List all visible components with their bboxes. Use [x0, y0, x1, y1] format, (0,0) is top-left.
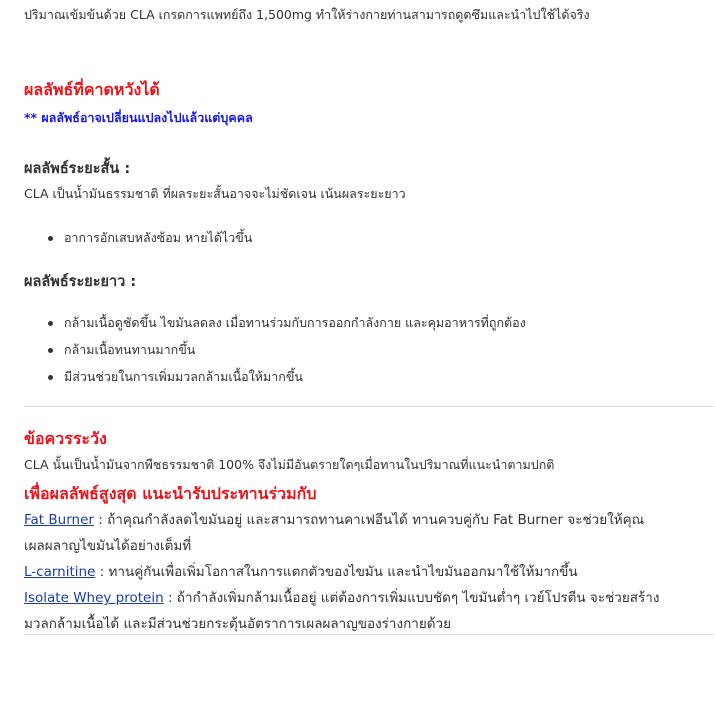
results-vary-note: ** ผลลัพธ์อาจเปลี่ยนแปลงไปแล้วแต่บุคคล: [24, 110, 253, 125]
short-term-list: [24, 229, 252, 247]
list-item: [24, 229, 252, 247]
bullet-icon: [48, 375, 53, 380]
bullet-icon: [48, 236, 53, 241]
section-divider: [24, 406, 714, 407]
list-item: [24, 368, 526, 386]
combo-item-text-continued: เผลผลาญไขมันได้อย่างเต็มที่: [24, 538, 192, 554]
combo-item-isolate-whey: [24, 585, 714, 637]
list-item-text: กล้ามเนื้อดูชัดขึ้น ไขมันลดลง เมื่อทานร่วมกับการออกกำลังกาย และคุมอาหารที่ถูกต้อง: [64, 315, 526, 330]
combo-heading: เพื่อผลลัพธ์สูงสุด แนะนำรับประทานร่วมกับ: [24, 484, 317, 503]
long-term-heading: ผลลัพธ์ระยะยาว :: [24, 274, 137, 290]
list-item-text: มีส่วนช่วยในการเพิ่มมวลกล้ามเนื้อให้มากขึ้น: [64, 369, 303, 384]
short-term-heading: ผลลัพธ์ระยะสั้น :: [24, 161, 131, 177]
section-divider: [24, 634, 714, 635]
caution-text: CLA นั้นเป็นน้ำมันจากพืชธรรมชาติ 100% จึงไม่มีอันตรายใดๆเมื่อทานในปริมาณที่แนะนำตามปกติ: [24, 457, 555, 472]
short-term-description: CLA เป็นน้ำมันธรรมชาติ ที่ผลระยะสั้นอาจจะไม่ชัดเจน เน้นผลระยะยาว: [24, 186, 406, 201]
combo-item-text: : ทานคู่กันเพื่อเพิ่มโอกาสในการแตกตัวของไขมัน และนำไขมันออกมาใช้ให้มากขึ้น: [95, 564, 578, 580]
expected-results-heading: ผลลัพธ์ที่คาดหวังได้: [24, 80, 160, 99]
list-item-text: อาการอักเสบหลังซ้อม หายได้ไวขึ้น: [64, 230, 253, 245]
combo-item-text: : ถ้ากำลังเพิ่มกล้ามเนื้ออยู่ แต่ต้องการเพิ่มแบบชัดๆ ไขมันต่ำๆ เวย์โปรตีน จะช่วยสร้าง: [163, 590, 660, 606]
l-carnitine-link[interactable]: L-carnitine: [24, 564, 96, 580]
caution-heading: ข้อควรระวัง: [24, 429, 107, 448]
combo-item-l-carnitine: [24, 559, 714, 585]
long-term-list: [24, 314, 526, 386]
isolate-whey-protein-link[interactable]: Isolate Whey protein: [24, 590, 164, 606]
combo-list: [24, 507, 714, 637]
list-item: [24, 341, 526, 359]
list-item: [24, 314, 526, 332]
combo-item-text-continued: มวลกล้ามเนื้อได้ และมีส่วนช่วยกระตุ้นอัตราการเผลผลาญของร่างกายด้วย: [24, 616, 452, 632]
list-item-text: กล้ามเนื้อทนทานมากขึ้น: [64, 342, 196, 357]
bullet-icon: [48, 348, 53, 353]
bullet-icon: [48, 321, 53, 326]
intro-text: ปริมาณเข้มข้นด้วย CLA เกรดการแพทย์ถึง 1,500mg ทำให้ร่างกายท่านสามารถดูดซึมและนำไปใช้ได้จริง: [24, 7, 590, 22]
combo-item-fat-burner: [24, 507, 714, 559]
combo-item-text: : ถ้าคุณกำลังลดไขมันอยู่ และสามารถทานคาเฟอีนได้ ทานควบคู่กับ Fat Burner จะช่วยให้คุณ: [93, 512, 645, 528]
fat-burner-link[interactable]: Fat Burner: [24, 512, 94, 528]
